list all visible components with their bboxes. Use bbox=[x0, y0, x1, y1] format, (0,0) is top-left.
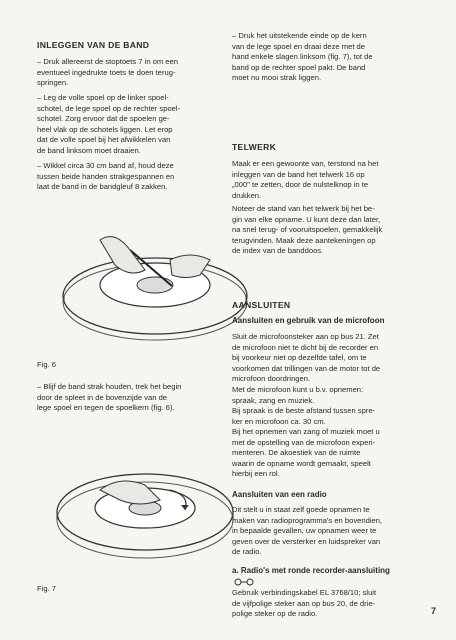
paragraph-radio: Dit stelt u in staat zelf goede opnamen te maken van radioprogramma's en bovendien, in bepaalde gevallen, uw opnamen weer te geven over de versterker en luidspreker van de radio. bbox=[232, 505, 383, 557]
paragraph-microfoon-4: Bij het opnemen van zang of muziek moet u met de opstelling van de microfoon experi- menteren. De akoestiek van de ruimte waarin de opname wordt gemaakt, speelt hierbij een rol. bbox=[232, 427, 380, 479]
paragraph-stoptoets: – Druk allereerst de stoptoets 7 in om een eventueel ingedrukte toets te doen terug- springen. bbox=[37, 57, 178, 88]
paragraph-fig6: – Blijf de band strak houden, trek het begin door de spleet in de bovenzijde van de lege spoel en tegen de spoelkern (fig. 6). bbox=[37, 382, 182, 413]
paragraph-radio-a: Gebruik verbindingskabel EL 3768/10; sluit de vijfpolige steker aan op bus 20, de drie- polige steker op de radio. bbox=[232, 588, 377, 619]
fig7-caption: Fig. 7 bbox=[37, 584, 56, 593]
figure-7-reel bbox=[40, 450, 240, 585]
paragraph-microfoon-1: Sluit de microfoonsteker aan op bus 21. Zet de microfoon niet te dicht bij de recorder en bij voorkeur niet op dezelfde tafel, om te voorkomen dat trillingen van de motor tot de microfoon doordringen. bbox=[232, 332, 381, 384]
paragraph-wikkel: – Wikkel circa 30 cm band af, houd deze tussen beide handen strakgespannen en laat de band in de bandgleuf 8 zakken. bbox=[37, 161, 175, 192]
heading-microfoon: Aansluiten en gebruik van de microfoon bbox=[232, 316, 385, 325]
heading-radio: Aansluiten van een radio bbox=[232, 490, 327, 499]
fig6-caption: Fig. 6 bbox=[37, 360, 56, 369]
paragraph-telwerk-2: Noteer de stand van het telwerk bij het be- gin van elke opname. U kunt deze dan later, na snel terug- of vooruitspoelen, gemakkelijk terugvinden. Maak deze aantekeningen op de index van de banddoos. bbox=[232, 204, 383, 256]
figure-6-reel bbox=[60, 230, 260, 360]
paragraph-spoelen: – Leg de volle spoel op de linker spoel- schotel, de lege spoel op de rechter spoel- schotel. Zorg ervoor dat de spoelen ge- heel vlak op de schotels liggen. Let erop dat de volle spoel bij het afwikkelen van de band linksom moet draaien. bbox=[37, 93, 181, 155]
paragraph-microfoon-2: Met de microfoon kunt u b.v. opnemen: spraak, zang en muziek. bbox=[232, 385, 364, 405]
cable-icon bbox=[234, 578, 254, 586]
heading-inleggen: INLEGGEN VAN DE BAND bbox=[37, 40, 150, 50]
paragraph-telwerk-1: Maak er een gewoonte van, terstond na het inleggen van de band het telwerk 16 op „000" te zetten, door de nulstelknop in te drukken. bbox=[232, 159, 379, 200]
heading-radio-a: a. Radio's met ronde recorder-aansluiting bbox=[232, 566, 390, 575]
heading-telwerk: TELWERK bbox=[232, 142, 277, 152]
paragraph-druk-einde: – Druk het uitstekende einde op de kern van de lege spoel en draai deze met de hand enkele slagen linksom (fig. 7), tot de band op de rechter spoel pakt. De band moet nu mooi strak liggen. bbox=[232, 31, 373, 83]
heading-aansluiten: AANSLUITEN bbox=[232, 300, 291, 310]
page-number: 7 bbox=[431, 606, 437, 616]
paragraph-microfoon-3: Bij spraak is de beste afstand tussen spre- ker en microfoon ca. 30 cm. bbox=[232, 406, 376, 426]
